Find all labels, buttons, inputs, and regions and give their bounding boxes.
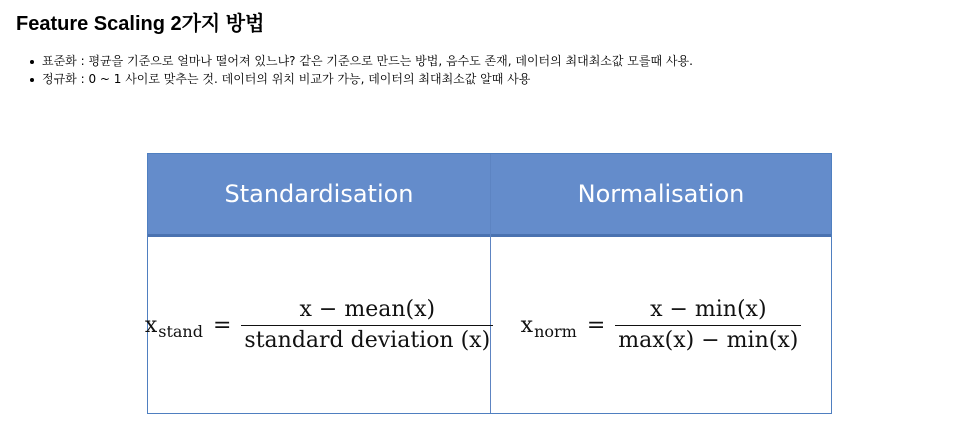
bullet-list xyxy=(26,52,693,88)
denominator: max(x) − min(x) xyxy=(618,327,799,353)
header-normalisation: Normalisation xyxy=(577,180,745,208)
standardisation-lhs xyxy=(144,312,203,341)
normalisation-fraction xyxy=(615,295,801,356)
normalisation-lhs xyxy=(520,312,577,341)
denominator: standard deviation (x) xyxy=(244,327,491,353)
page-title: Feature Scaling 2가지 방법 xyxy=(16,13,265,35)
lhs-variable: x xyxy=(520,312,534,338)
equals-sign: = xyxy=(586,312,606,338)
equals-sign: = xyxy=(212,312,232,338)
normalisation-formula xyxy=(521,295,802,356)
header-standardisation: Standardisation xyxy=(224,180,414,208)
lhs-subscript: norm xyxy=(534,321,577,341)
numerator: x − min(x) xyxy=(650,296,767,322)
list-item-normalization: 정규화 : 0 ~ 1 사이로 맞추는 것. 데이터의 위치 비교가 가능, 데이터의 최대최소값 알때 사용 xyxy=(26,70,693,88)
standardisation-formula xyxy=(145,295,493,356)
standardisation-formula-cell xyxy=(144,237,491,413)
standardisation-fraction xyxy=(241,295,493,356)
normalisation-formula-cell xyxy=(491,237,831,413)
numerator: x − mean(x) xyxy=(299,296,436,322)
lhs-variable: x xyxy=(144,312,158,338)
list-item-standardization: 표준화 : 평균을 기준으로 얼마나 떨어져 있느냐? 같은 기준으로 만드는 방법, 음수도 존재, 데이터의 최대최소값 모를때 사용. xyxy=(26,52,693,70)
scaling-comparison-figure xyxy=(144,153,832,414)
lhs-subscript: stand xyxy=(158,321,203,341)
